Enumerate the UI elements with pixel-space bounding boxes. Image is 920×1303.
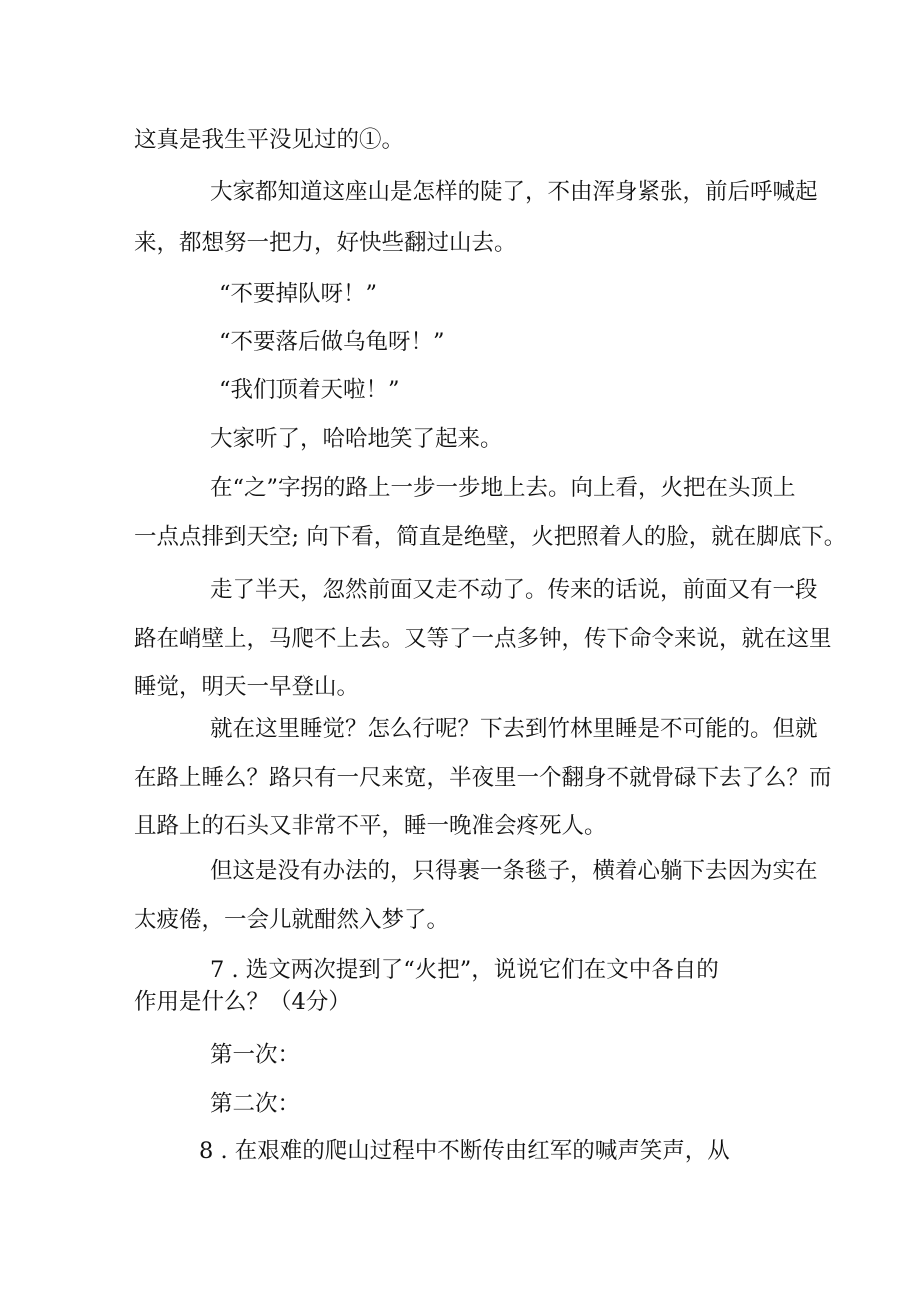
dialogue-line: “我们顶着天啦！” [219,377,400,403]
answer-label-first: 第一次： [210,1042,301,1068]
text-line: 大家听了，哈哈地笑了起来。 [210,426,503,452]
question-7-continued: 作用是什么？（4分） [134,989,351,1015]
question-7: 7 . 选文两次提到了“火把”，说说它们在文中各自的 [210,957,719,983]
text-line: 在“之”字拐的路上一步一步地上去。向上看，火把在头顶上 [210,475,796,501]
text-line: 大家都知道这座山是怎样的陡了，不由浑身紧张，前后呼喊起 [210,179,818,205]
question-8: 8 . 在艰难的爬山过程中不断传由红军的喊声笑声，从 [199,1138,730,1164]
text-line: 一点点排到天空; 向下看，简直是绝壁，火把照着人的脸，就在脚底下。 [134,524,847,550]
text-line: 在路上睡么？路只有一尺来宽，半夜里一个翻身不就骨碌下去了么？而 [134,765,832,791]
dialogue-line: “不要掉队呀！” [219,281,378,307]
text-line: 就在这里睡觉？怎么行呢？下去到竹林里睡是不可能的。但就 [210,716,818,742]
text-line: 来，都想努一把力，好快些翻过山去。 [134,230,517,256]
dialogue-line: “不要落后做乌龟呀！” [219,329,445,355]
text-line: 太疲倦，一会儿就酣然入梦了。 [134,907,450,933]
answer-label-second: 第二次： [210,1091,301,1117]
text-line: 但这是没有办法的，只得裹一条毯子，横着心躺下去因为实在 [210,858,818,884]
text-line: 睡觉，明天一早登山。 [134,674,360,700]
text-line: 且路上的石头又非常不平，睡一晚准会疼死人。 [134,813,607,839]
text-line: 路在峭壁上，马爬不上去。又等了一点多钟，传下命令来说，就在这里 [134,626,832,652]
text-line: 这真是我生平没见过的①。 [134,127,405,153]
text-line: 走了半天，忽然前面又走不动了。传来的话说，前面又有一段 [210,577,818,603]
